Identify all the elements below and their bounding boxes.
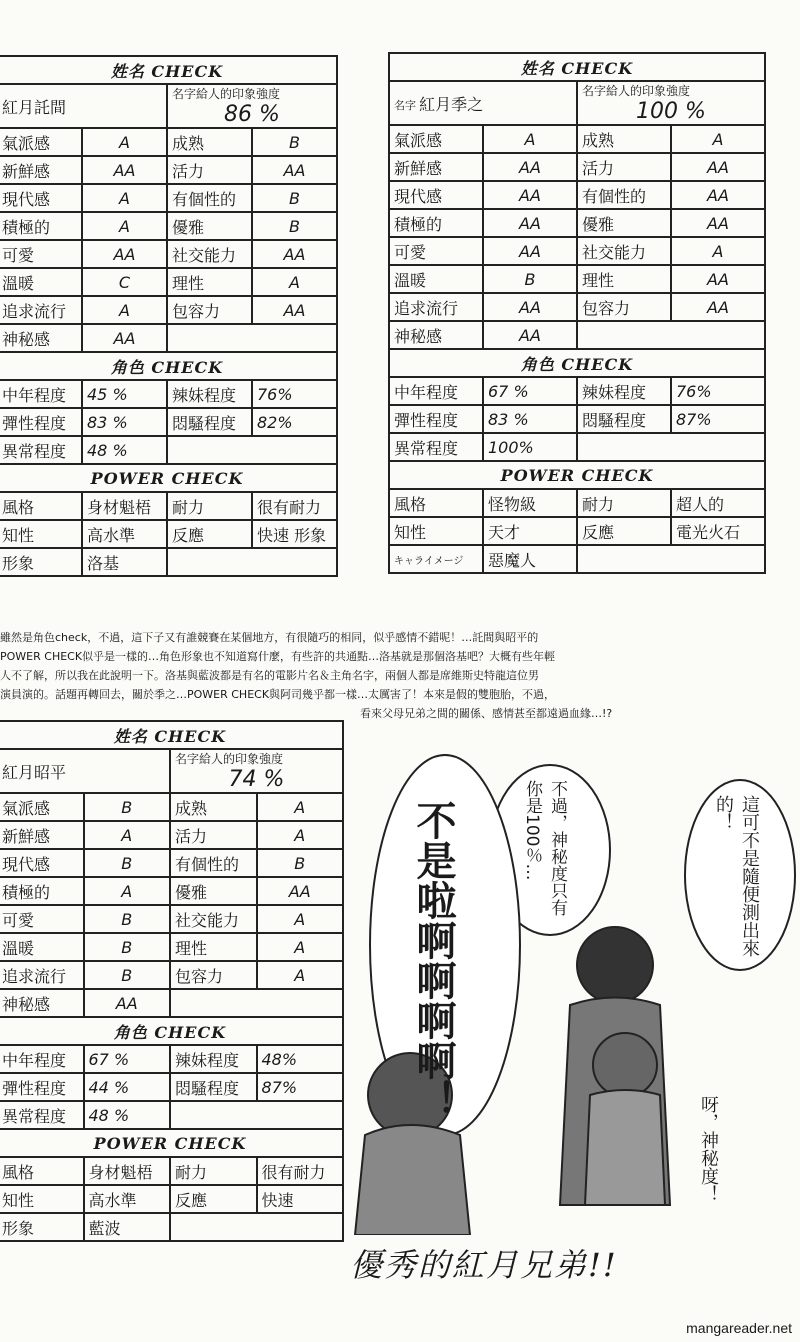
name-check-card-toshiyuki	[388, 52, 766, 574]
note-line: POWER CHECK似乎是一樣的…角色形象也不知道寫什麼，有些許的共通點…洛基就是那個洛基吧？大概有些年輕	[0, 650, 556, 663]
caption-text: 優秀的紅月兄弟!!	[350, 1246, 618, 1284]
watermark: mangareader.net	[686, 1320, 792, 1336]
role-check-title: 角色 CHECK	[0, 1017, 343, 1045]
power-check-title: POWER CHECK	[0, 1129, 343, 1157]
role-check-title: 角色 CHECK	[0, 352, 337, 380]
role-row: 中年程度 67 % 辣妹程度 48%	[0, 1045, 343, 1073]
name-check-card-takuma	[0, 55, 338, 577]
impression-cell	[167, 84, 337, 128]
shout-text: 不是啦啊啊啊啊！	[410, 800, 456, 1120]
role-row: 中年程度 45 % 辣妹程度 76%	[0, 380, 337, 408]
trait-row: 氣派感 B 成熟 A	[0, 793, 343, 821]
note-line: 雖然是角色check，不過，這下子又有誰競賽在某個地方，有很隨巧的相同，似乎感情不錯呢！…託間與昭平的	[0, 631, 539, 644]
trait-row: 溫暖 B 理性 AA	[389, 265, 765, 293]
trait-row: 現代感 AA 有個性的 AA	[389, 181, 765, 209]
speech-bubble-mystery: 不過，神秘度只有你是100％…	[522, 780, 567, 916]
note-line: 看來父母兄弟之間的關係、感情甚至都遠過血緣…!?	[360, 707, 613, 720]
impression-value: 86 %	[224, 102, 280, 127]
trait-row: 溫暖 C 理性 A	[0, 268, 337, 296]
power-row: 知性 天才 反應 電光火石	[389, 517, 765, 545]
trait-row: 可愛 AA 社交能力 A	[389, 237, 765, 265]
manga-illustration	[350, 735, 800, 1295]
trait-row: 積極的 A 優雅 AA	[0, 877, 343, 905]
name-side-label: 名字	[394, 98, 416, 112]
trait-row: 氣派感 A 成熟 A	[389, 125, 765, 153]
character-name: 紅月託間	[0, 84, 167, 128]
power-row: 形象 藍波	[0, 1213, 343, 1241]
power-row: 知性 高水準 反應 快速	[0, 1185, 343, 1213]
trait-row: 神秘感 AA	[0, 324, 337, 352]
author-note	[0, 628, 780, 723]
trait-row: 現代感 B 有個性的 B	[0, 849, 343, 877]
impression-label: 名字給人的印象強度	[582, 84, 691, 98]
trait-row: 神秘感 AA	[389, 321, 765, 349]
character-name-cell	[389, 81, 577, 125]
power-row: 風格 怪物級 耐力 超人的	[389, 489, 765, 517]
character-name: 紅月季之	[419, 94, 484, 114]
power-check-title: POWER CHECK	[389, 461, 765, 489]
impression-label: 名字給人的印象強度	[172, 87, 281, 101]
trait-row: 新鮮感 AA 活力 AA	[389, 153, 765, 181]
trait-row: 現代感 A 有個性的 B	[0, 184, 337, 212]
speech-bubble-not-random: 這可不是隨便測出來的！	[713, 795, 760, 957]
note-line: 人不了解，所以我在此說明一下。洛基與藍波都是有名的電影片名＆主角名字，兩個人都是席維斯史特龍這位男	[0, 669, 539, 682]
trait-row: 新鮮感 AA 活力 AA	[0, 156, 337, 184]
role-row: 彈性程度 44 % 悶騷程度 87%	[0, 1073, 343, 1101]
card-title: 姓名 CHECK	[0, 56, 337, 84]
role-row: 彈性程度 83 % 悶騷程度 87%	[389, 405, 765, 433]
power-row: 風格 身材魁梧 耐力 很有耐力	[0, 1157, 343, 1185]
character-name: 紅月昭平	[0, 749, 170, 793]
power-row: 風格 身材魁梧 耐力 很有耐力	[0, 492, 337, 520]
trait-row: 積極的 A 優雅 B	[0, 212, 337, 240]
name-check-card-shohei	[0, 720, 344, 1242]
impression-cell	[577, 81, 765, 125]
role-row: 異常程度 48 %	[0, 436, 337, 464]
power-row: キャライメージ 惡魔人	[389, 545, 765, 573]
note-line: 演員演的。話題再轉回去，關於季之…POWER CHECK與阿司幾乎都一樣…太厲害了！本來是假的雙胞胎，不過，	[0, 688, 556, 701]
trait-row: 神秘感 AA	[0, 989, 343, 1017]
role-row: 彈性程度 83 % 悶騷程度 82%	[0, 408, 337, 436]
speech-bubble-mystery-degree: 呀，神秘度！	[698, 1095, 719, 1203]
trait-row: 追求流行 A 包容力 AA	[0, 296, 337, 324]
impression-value: 74 %	[228, 767, 285, 792]
role-row: 異常程度 100%	[389, 433, 765, 461]
power-check-title: POWER CHECK	[0, 464, 337, 492]
trait-row: 溫暖 B 理性 A	[0, 933, 343, 961]
role-check-title: 角色 CHECK	[389, 349, 765, 377]
impression-cell	[170, 749, 343, 793]
impression-label: 名字給人的印象強度	[175, 752, 284, 766]
trait-row: 新鮮感 A 活力 A	[0, 821, 343, 849]
power-row: 形象 洛基	[0, 548, 337, 576]
power-row: 知性 高水準 反應 快速 形象	[0, 520, 337, 548]
role-row: 異常程度 48 %	[0, 1101, 343, 1129]
trait-row: 可愛 B 社交能力 A	[0, 905, 343, 933]
impression-value: 100 %	[636, 99, 706, 124]
trait-row: 積極的 AA 優雅 AA	[389, 209, 765, 237]
trait-row: 追求流行 AA 包容力 AA	[389, 293, 765, 321]
trait-row: 追求流行 B 包容力 A	[0, 961, 343, 989]
card-title: 姓名 CHECK	[0, 721, 343, 749]
trait-row: 氣派感 A 成熟 B	[0, 128, 337, 156]
role-row: 中年程度 67 % 辣妹程度 76%	[389, 377, 765, 405]
card-title: 姓名 CHECK	[389, 53, 765, 81]
trait-row: 可愛 AA 社交能力 AA	[0, 240, 337, 268]
